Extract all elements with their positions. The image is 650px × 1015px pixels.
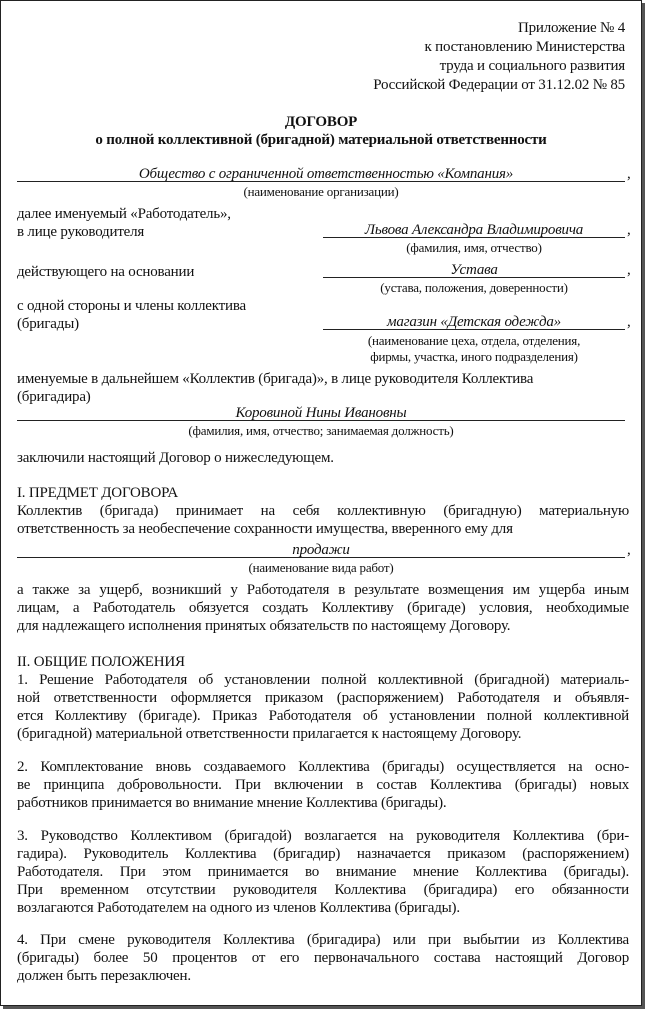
- section2-p1-line4: (бригадной) материальной ответственности прилагается к настоящему Договору.: [17, 726, 522, 742]
- collective-named-line2: (бригадира): [17, 389, 91, 405]
- collective-leader-underline: [17, 420, 625, 421]
- employer-basis-caption: (устава, положения, доверенности): [380, 280, 568, 295]
- collective-unit-comma: ,: [627, 314, 631, 330]
- document-title: ДОГОВОР: [284, 114, 358, 130]
- section2-paragraph3: [17, 827, 629, 917]
- section2-p3-line3: Работодателя. При этом принимается во внимание мнение Коллектива (бригады).: [17, 864, 629, 880]
- concluded-text: заключили настоящий Договор о нижеследующем.: [17, 450, 334, 466]
- employer-line1: далее именуемый «Работодатель»,: [17, 206, 231, 222]
- section2-p1-line2: ной ответственности оформляется приказом (распоряжением) Работодателя и объявля-: [17, 690, 629, 706]
- employer-basis-comma: ,: [627, 262, 631, 278]
- section1-p1-line1: Коллектив (бригада) принимает на себя коллективную (бригадную) материальную: [17, 503, 629, 519]
- employer-head-name: Львова Александра Владимировича: [364, 222, 584, 238]
- section2-heading: II. ОБЩИЕ ПОЛОЖЕНИЯ: [17, 654, 185, 670]
- section2-p2-line3: работников принимается во внимание мнение Коллектива (бригады).: [17, 795, 447, 811]
- organization-value: Общество с ограниченной ответственностью «Компания»: [138, 166, 514, 182]
- section1-p2-line3: для надлежащего исполнения принятых обязательств по настоящему Договору.: [17, 618, 511, 634]
- section2-p3-line5: возлагаются Работодателем на одного из членов Коллектива (бригады).: [17, 900, 460, 916]
- section1-p1-line2: ответственность за необеспечение сохранности имущества, вверенного ему для: [17, 521, 513, 537]
- collective-unit-underline: [323, 329, 625, 330]
- organization-caption: (наименование организации): [243, 184, 399, 199]
- work-type-caption: (наименование вида работ): [248, 560, 394, 575]
- section2-p4-line2: (бригады) более 50 процентов от его первоначального состава настоящий Договор: [17, 950, 629, 966]
- collective-unit-caption1: (наименование цеха, отдела, отделения,: [367, 333, 581, 348]
- header-federation: Российской Федерации от 31.12.02 № 85: [373, 77, 625, 93]
- section2-paragraph1: [17, 671, 629, 743]
- section2-p2-line2: ве принципа добровольности. При включении в состав Коллектива (бригады) новых: [17, 777, 629, 793]
- collective-line2: (бригады): [17, 316, 79, 332]
- section1-p2-line2: лицам, а Работодатель обязуется создать Коллективу (бригаде) условия, необходимые: [17, 600, 629, 616]
- employer-head-comma: ,: [627, 222, 631, 238]
- collective-leader-caption: (фамилия, имя, отчество; занимаемая должность): [188, 423, 454, 438]
- section2-paragraph2: [17, 758, 629, 812]
- section2-p3-line1: 3. Руководство Коллективом (бригадой) возлагается на руководителя Коллектива (бри-: [17, 828, 629, 844]
- section1-paragraph2: [17, 581, 629, 635]
- section2-p4-line1: 4. При смене руководителя Коллектива (бригадира) или при выбытии из Коллектива: [17, 932, 629, 948]
- employer-line2: в лице руководителя: [17, 224, 145, 240]
- header-ministry: труда и социального развития: [439, 58, 625, 74]
- employer-basis-value: Устава: [450, 262, 498, 278]
- organization-underline: [17, 181, 625, 182]
- work-type-comma: ,: [627, 542, 631, 558]
- section2-p3-line2: гадира). Руководитель Коллектива (бригадир) назначается приказом (распоряжением): [17, 846, 629, 862]
- section2-paragraph4: [17, 931, 629, 985]
- collective-named-line1: именуемые в дальнейшем «Коллектив (бригада)», в лице руководителя Коллектива: [17, 371, 534, 387]
- collective-unit-caption2: фирмы, участка, иного подразделения): [370, 349, 578, 364]
- employer-head-underline: [323, 237, 625, 238]
- employer-basis-label: действующего на основании: [17, 264, 195, 280]
- section1-heading: I. ПРЕДМЕТ ДОГОВОРА: [17, 485, 178, 501]
- header-appendix: Приложение № 4: [517, 20, 625, 36]
- section2-p2-line1: 2. Комплектование вновь создаваемого Коллектива (бригады) осуществляется на осно-: [17, 759, 629, 775]
- collective-line1: с одной стороны и члены коллектива: [17, 298, 246, 314]
- section2-p3-line4: При временном отсутствии руководителя Коллектива (бригадира) его обязанности: [17, 882, 629, 898]
- document-header: [373, 19, 625, 95]
- collective-leader-name: Коровиной Нины Ивановны: [235, 405, 407, 421]
- section2-p1-line3: ется Коллективу (бригаде). Приказ Работодателя об установлении полной коллективной: [17, 708, 629, 724]
- work-type-underline: [17, 557, 625, 558]
- section2-p4-line3: должен быть перезаключен.: [17, 968, 191, 984]
- section2-p1-line1: 1. Решение Работодателя об установлении полной коллективной (бригадной) материаль-: [17, 672, 629, 688]
- section1-p2-line1: а также за ущерб, возникший у Работодателя в результате возмещения им ущерба иным: [17, 582, 629, 598]
- organization-comma: ,: [627, 166, 631, 182]
- section1-paragraph1: [17, 502, 629, 538]
- document-subtitle: о полной коллективной (бригадной) материальной ответственности: [95, 132, 547, 148]
- work-type-value: продажи: [292, 542, 350, 558]
- collective-unit-value: магазин «Детская одежда»: [387, 314, 561, 330]
- employer-head-caption: (фамилия, имя, отчество): [406, 240, 542, 255]
- header-decree: к постановлению Министерства: [424, 39, 625, 55]
- employer-basis-underline: [323, 277, 625, 278]
